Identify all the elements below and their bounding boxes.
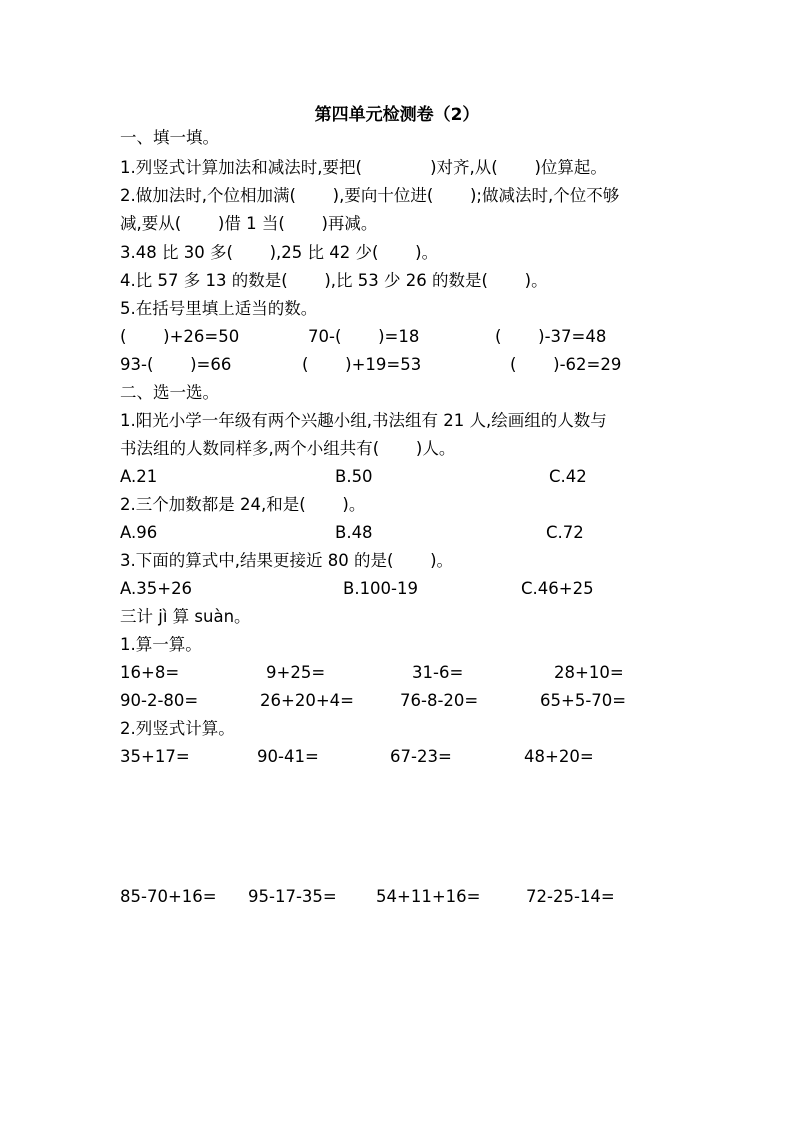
calc-item: 16+8= xyxy=(120,663,180,682)
vertical-calc-item: 35+17= xyxy=(120,747,190,766)
calc-item: 26+20+4= xyxy=(260,691,354,710)
question-2-1-line1: 1.阳光小学一年级有两个兴趣小组,书法组有 21 人,绘画组的人数与 xyxy=(120,411,607,430)
option-c: C.46+25 xyxy=(521,579,594,598)
option-a: A.96 xyxy=(120,523,158,542)
calc-item: 76-8-20= xyxy=(400,691,479,710)
subquestion-3-2: 2.列竖式计算。 xyxy=(120,719,235,738)
fill-blank-item: ( )+19=53 xyxy=(302,355,422,374)
question-1-2-line1: 2.做加法时,个位相加满( ),要向十位进( );做减法时,个位不够 xyxy=(120,186,620,205)
vertical-calc-item: 67-23= xyxy=(390,747,452,766)
question-2-3: 3.下面的算式中,结果更接近 80 的是( )。 xyxy=(120,551,454,570)
vertical-calc-item: 72-25-14= xyxy=(526,887,615,906)
question-2-2: 2.三个加数都是 24,和是( )。 xyxy=(120,495,366,514)
calc-item: 31-6= xyxy=(412,663,464,682)
calc-item: 28+10= xyxy=(554,663,624,682)
option-b: B.48 xyxy=(335,523,373,542)
fill-blank-item: ( )+26=50 xyxy=(120,327,240,346)
section3-heading: 三计 jì 算 suàn。 xyxy=(120,607,251,626)
vertical-calc-item: 90-41= xyxy=(257,747,319,766)
question-1-1: 1.列竖式计算加法和减法时,要把( )对齐,从( )位算起。 xyxy=(120,158,607,177)
question-1-4: 4.比 57 多 13 的数是( ),比 53 少 26 的数是( )。 xyxy=(120,271,548,290)
question-2-1-line2: 书法组的人数同样多,两个小组共有( )人。 xyxy=(120,439,456,458)
calc-item: 65+5-70= xyxy=(540,691,627,710)
vertical-calc-item: 48+20= xyxy=(524,747,594,766)
fill-blank-item: ( )-37=48 xyxy=(495,327,607,346)
section1-heading: 一、填一填。 xyxy=(120,128,219,147)
option-a: A.35+26 xyxy=(120,579,193,598)
question-1-3: 3.48 比 30 多( ),25 比 42 少( )。 xyxy=(120,243,439,262)
fill-blank-item: 70-( )=18 xyxy=(308,327,420,346)
page-title: 第四单元检测卷（2） xyxy=(314,105,480,125)
vertical-calc-item: 85-70+16= xyxy=(120,887,217,906)
option-c: C.42 xyxy=(549,467,587,486)
option-b: B.50 xyxy=(335,467,373,486)
question-1-5: 5.在括号里填上适当的数。 xyxy=(120,299,318,318)
vertical-calc-item: 54+11+16= xyxy=(376,887,481,906)
option-c: C.72 xyxy=(546,523,584,542)
option-b: B.100-19 xyxy=(343,579,419,598)
calc-item: 9+25= xyxy=(266,663,326,682)
subquestion-3-1: 1.算一算。 xyxy=(120,635,202,654)
fill-blank-item: 93-( )=66 xyxy=(120,355,232,374)
vertical-calc-item: 95-17-35= xyxy=(248,887,337,906)
option-a: A.21 xyxy=(120,467,158,486)
question-1-2-line2: 减,要从( )借 1 当( )再减。 xyxy=(120,214,378,233)
fill-blank-item: ( )-62=29 xyxy=(510,355,622,374)
section2-heading: 二、选一选。 xyxy=(120,383,219,402)
calc-item: 90-2-80= xyxy=(120,691,199,710)
